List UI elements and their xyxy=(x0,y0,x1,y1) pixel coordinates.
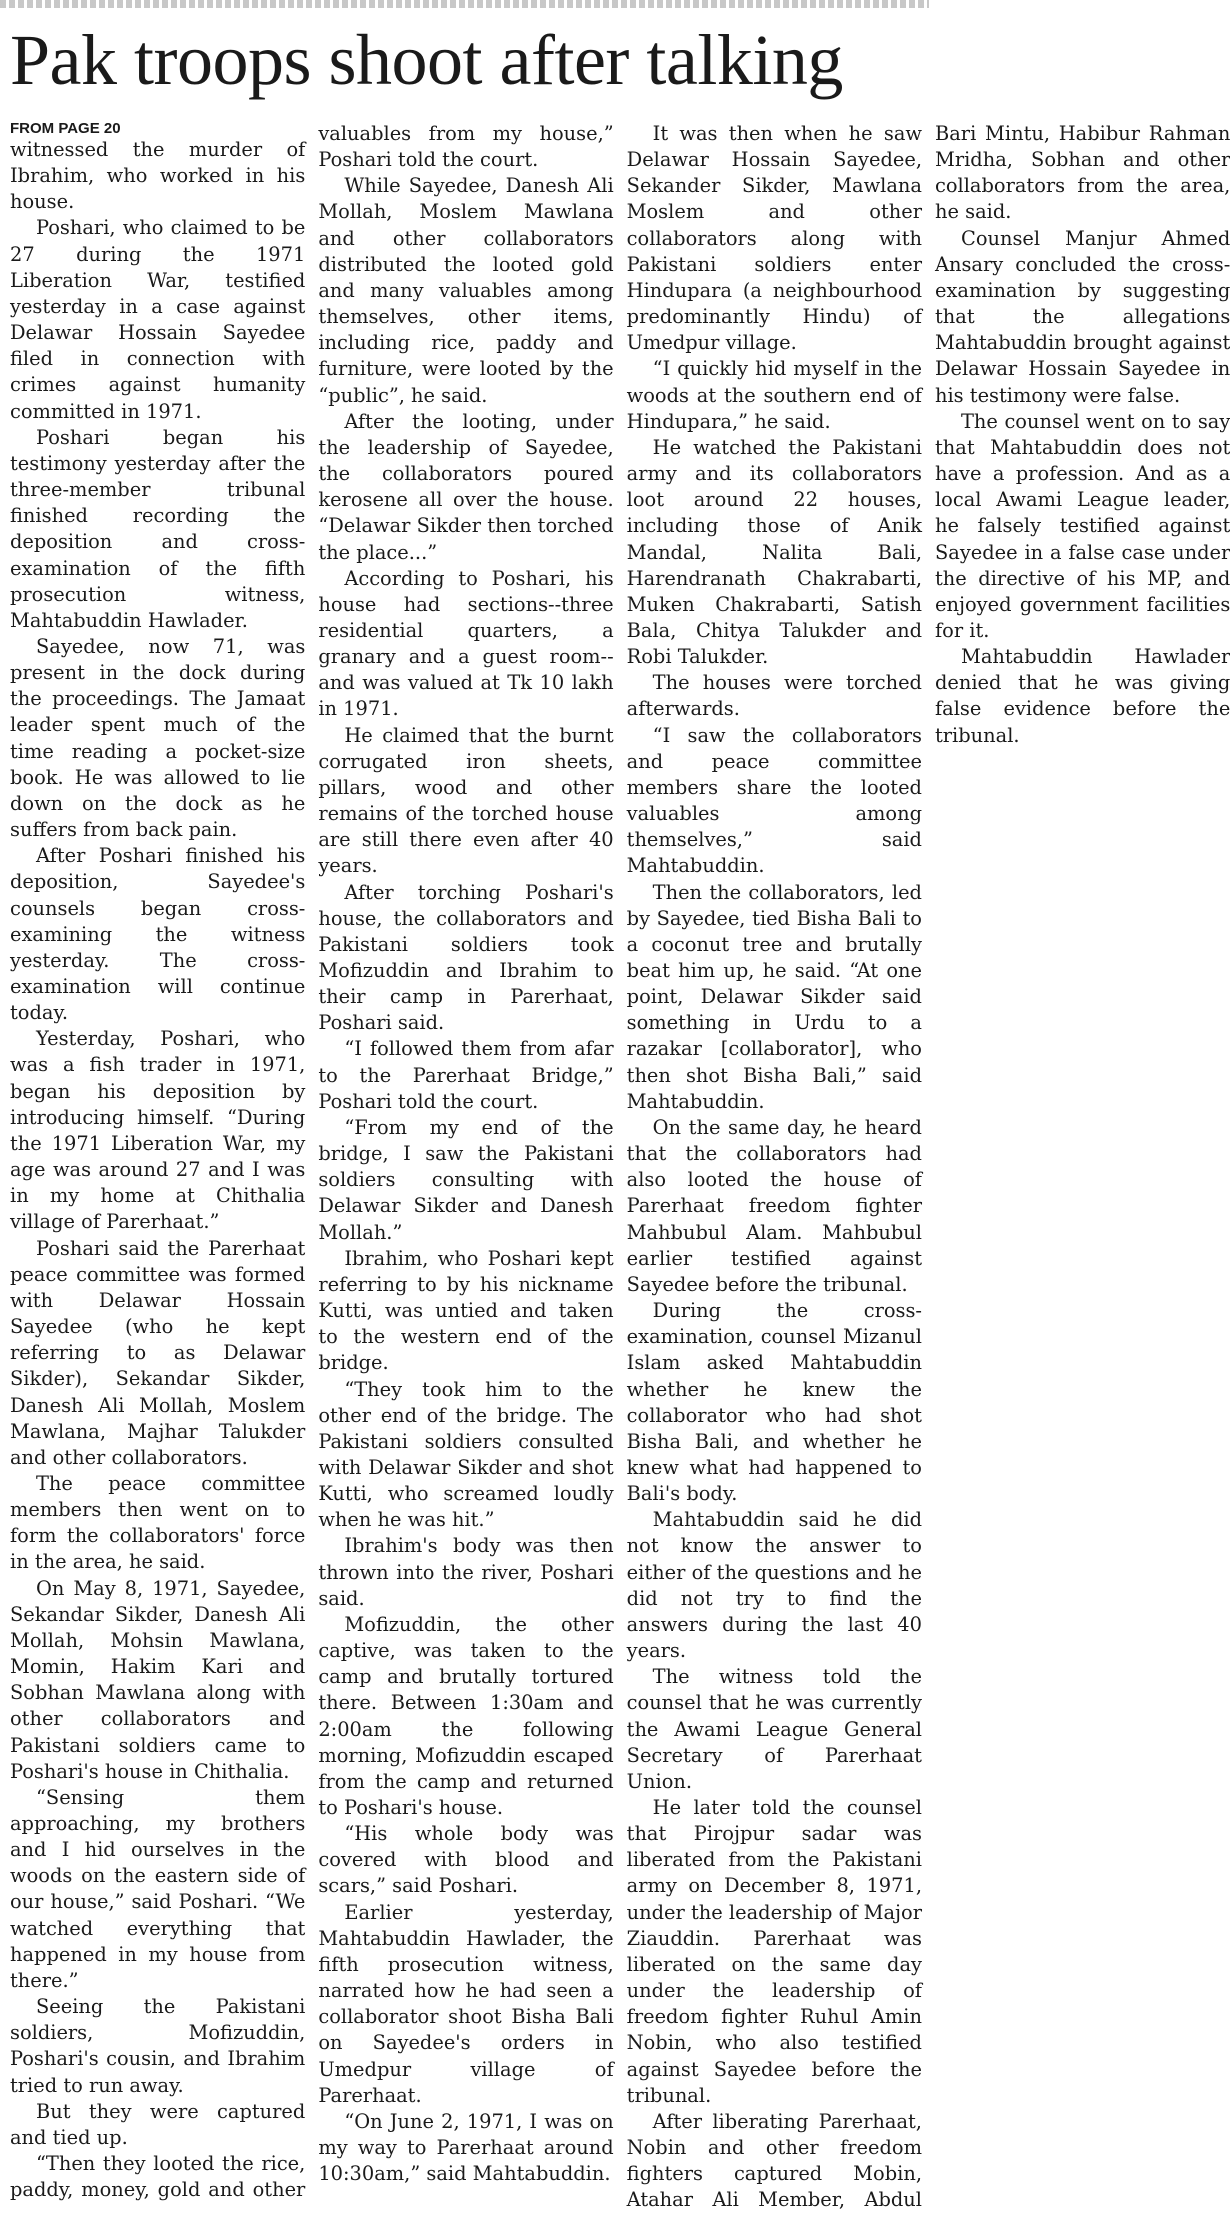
article-paragraph: Earlier yesterday, Mahtabuddin Hawlader, the fifth prosecution witness, narrated how he had seen a collaborator shoot Bisha Bali on Sayedee's orders in Umedpur village of Parerhaat. xyxy=(318,1900,614,2107)
article-paragraph: Poshari began his testimony yesterday after the three-member tribunal finished recording the deposition and cross-examination of the fifth prosecution witness, Mahtabuddin Hawlader. xyxy=(10,425,306,632)
article-paragraph: According to Poshari, his house had sections--three residential quarters, a granary and a guest room--and was valued at Tk 10 lakh in 1971. xyxy=(318,566,614,721)
article-paragraph: After liberating Parerhaat, Nobin and other freedom fighters captured Mobin, Atahar Ali Member, Abdul Bari Mintu, Habibur Rahman Mridha, Sobhan and other collaborators from the area, he said. xyxy=(626,122,1230,2212)
article-paragraph: Mahtabuddin Hawlader denied that he was giving false evidence before the tribunal. xyxy=(934,645,1230,747)
article-paragraph: On the same day, he heard that the collaborators had also looted the house of Parerhaat freedom fighter Mahbubul Alam. Mahbubul earlier testified against Sayedee before the tribunal. xyxy=(626,1115,922,1296)
article-paragraph: But they were captured and tied up. xyxy=(10,2099,306,2149)
article-paragraph: “I saw the collaborators and peace committee members share the looted valuables among themselves,” said Mahtabuddin. xyxy=(626,723,922,878)
article-paragraph: “On June 2, 1971, I was on my way to Parerhaat around 10:30am,” said Mahtabuddin. xyxy=(318,2109,614,2186)
article-paragraph: “Sensing them approaching, my brothers and I hid ourselves in the woods on the eastern side of our house,” said Poshari. “We watched everything that happened in my house from there.” xyxy=(10,1785,306,1992)
article-paragraph: Ibrahim, who Poshari kept referring to by his nickname Kutti, was untied and taken to the western end of the bridge. xyxy=(318,1246,614,1375)
article-paragraph: “Then they looted the rice, paddy, money, gold and other valuables from my house,” Poshari told the court. xyxy=(10,122,614,2202)
article-paragraph: “They took him to the other end of the bridge. The Pakistani soldiers consulted with Delawar Sikder and shot Kutti, who screamed loudly when he was hit.” xyxy=(318,1377,614,1532)
article-paragraph: “His whole body was covered with blood and scars,” said Poshari. xyxy=(318,1822,614,1898)
headline: Pak troops shoot after talking xyxy=(10,20,843,100)
article-paragraph: Seeing the Pakistani soldiers, Mofizuddin, Poshari's cousin, and Ibrahim tried to run away. xyxy=(10,1995,306,2097)
article-paragraph: After the looting, under the leadership of Sayedee, the collaborators poured kerosene all over the house. “Delawar Sikder then torched the place...” xyxy=(318,409,614,564)
article-paragraph: witnessed the murder of Ibrahim, who worked in his house. xyxy=(10,138,306,214)
article-paragraph: On May 8, 1971, Sayedee, Sekandar Sikder, Danesh Ali Mollah, Mohsin Mawlana, Momin, Hakim Kari and Sobhan Mawlana along with other collaborators and Pakistani soldiers came to Poshari's house in Chithalia. xyxy=(10,1576,306,1783)
article-paragraph: It was then when he saw Delawar Hossain Sayedee, Sekander Sikder, Mawlana Moslem and other collaborators along with Pakistani soldiers enter Hindupara (a neighbourhood predominantly Hindu) of Umedpur village. xyxy=(626,122,922,355)
article-paragraph: Ibrahim's body was then thrown into the river, Poshari said. xyxy=(318,1534,614,1610)
article-paragraph: The houses were torched afterwards. xyxy=(626,671,922,721)
article-paragraph: “I quickly hid myself in the woods at the southern end of Hindupara,” he said. xyxy=(626,357,922,433)
article-paragraph: Mofizuddin, the other captive, was taken to the camp and brutally tortured there. Between 1:30am and 2:00am the following morning, Mofizuddin escaped from the camp and returned to Poshari's house. xyxy=(318,1612,614,1819)
article-paragraph: “From my end of the bridge, I saw the Pakistani soldiers consulting with Delawar Sikder and Danesh Mollah.” xyxy=(318,1115,614,1244)
article-paragraph: The counsel went on to say that Mahtabuddin does not have a profession. And as a local Awami League leader, he falsely testified against Sayedee in a false case under the directive of his MP, and enjoyed government facilities for it. xyxy=(934,409,1230,642)
article-paragraph: The witness told the counsel that he was currently the Awami League General Secretary of Parerhaat Union. xyxy=(626,1665,922,1793)
article-paragraph: During the cross-examination, counsel Mizanul Islam asked Mahtabuddin whether he knew the collaborator who had shot Bisha Bali, and whether he knew what had happened to Bali's body. xyxy=(626,1299,922,1506)
article-paragraph: The peace committee members then went on to form the collaborators' force in the area, he said. xyxy=(10,1471,306,1574)
cropped-top-edge xyxy=(0,0,929,8)
article-paragraph: Mahtabuddin said he did not know the answer to either of the questions and he did not try to find the answers during the last 40 years. xyxy=(626,1508,922,1663)
article-paragraph: He later told the counsel that Pirojpur sadar was liberated from the Pakistani army on December 8, 1971, under the leadership of Major Ziauddin. Parerhaat was liberated on the same day under the leadership of freedom fighter Ruhul Amin Nobin, who also testified against Sayedee before the tribunal. xyxy=(626,1796,922,2107)
article-paragraph: Then the collaborators, led by Sayedee, tied Bisha Bali to a coconut tree and brutally beat him up, he said. “At one point, Delawar Sikder said something in Urdu to a razakar [collaborator], who then shot Bisha Bali,” said Mahtabuddin. xyxy=(626,880,922,1113)
article-body xyxy=(10,120,1230,2216)
article-paragraph: He watched the Pakistani army and its collaborators loot around 22 houses, including those of Anik Mandal, Nalita Bali, Harendranath Chakrabarti, Muken Chakrabarti, Satish Bala, Chitya Talukder and Robi Talukder. xyxy=(626,435,922,669)
article-paragraph: He claimed that the burnt corrugated iron sheets, pillars, wood and other remains of the torched house are still there even after 40 years. xyxy=(318,723,614,878)
article-paragraph: While Sayedee, Danesh Ali Mollah, Moslem Mawlana and other collaborators distributed the looted gold and many valuables among themselves, other items, including rice, paddy and furniture, were looted by the “public”, he said. xyxy=(318,174,614,407)
article-paragraph: Yesterday, Poshari, who was a fish trader in 1971, began his deposition by introducing himself. “During the 1971 Liberation War, my age was around 27 and I was in my home at Chithalia village of Parerhaat.” xyxy=(10,1027,306,1234)
article-paragraph: After torching Poshari's house, the collaborators and Pakistani soldiers took Mofizuddin and Ibrahim to their camp in Parerhaat, Poshari said. xyxy=(318,880,614,1035)
article-paragraph: Poshari said the Parerhaat peace committee was formed with Delawar Hossain Sayedee (who he kept referring to as Delawar Sikder), Sekandar Sikder, Danesh Ali Mollah, Moslem Mawlana, Majhar Talukder and other collaborators. xyxy=(10,1236,306,1469)
article-paragraph: “I followed them from afar to the Parerhaat Bridge,” Poshari told the court. xyxy=(318,1037,614,1113)
article-paragraph: Counsel Manjur Ahmed Ansary concluded the cross-examination by suggesting that the allegations Mahtabuddin brought against Delawar Hossain Sayedee in his testimony were false. xyxy=(934,226,1230,407)
jump-label: FROM PAGE 20 xyxy=(10,120,121,137)
article-paragraph: Poshari, who claimed to be 27 during the 1971 Liberation War, testified yesterday in a case against Delawar Hossain Sayedee filed in connection with crimes against humanity committed in 1971. xyxy=(10,216,306,423)
article-paragraph: Sayedee, now 71, was present in the dock during the proceedings. The Jamaat leader spent much of the time reading a pocket-size book. He was allowed to lie down on the dock as he suffers from back pain. xyxy=(10,634,306,842)
article-paragraph: After Poshari finished his deposition, Sayedee's counsels began cross-examining the witness yesterday. The cross-examination will continue today. xyxy=(10,844,306,1025)
